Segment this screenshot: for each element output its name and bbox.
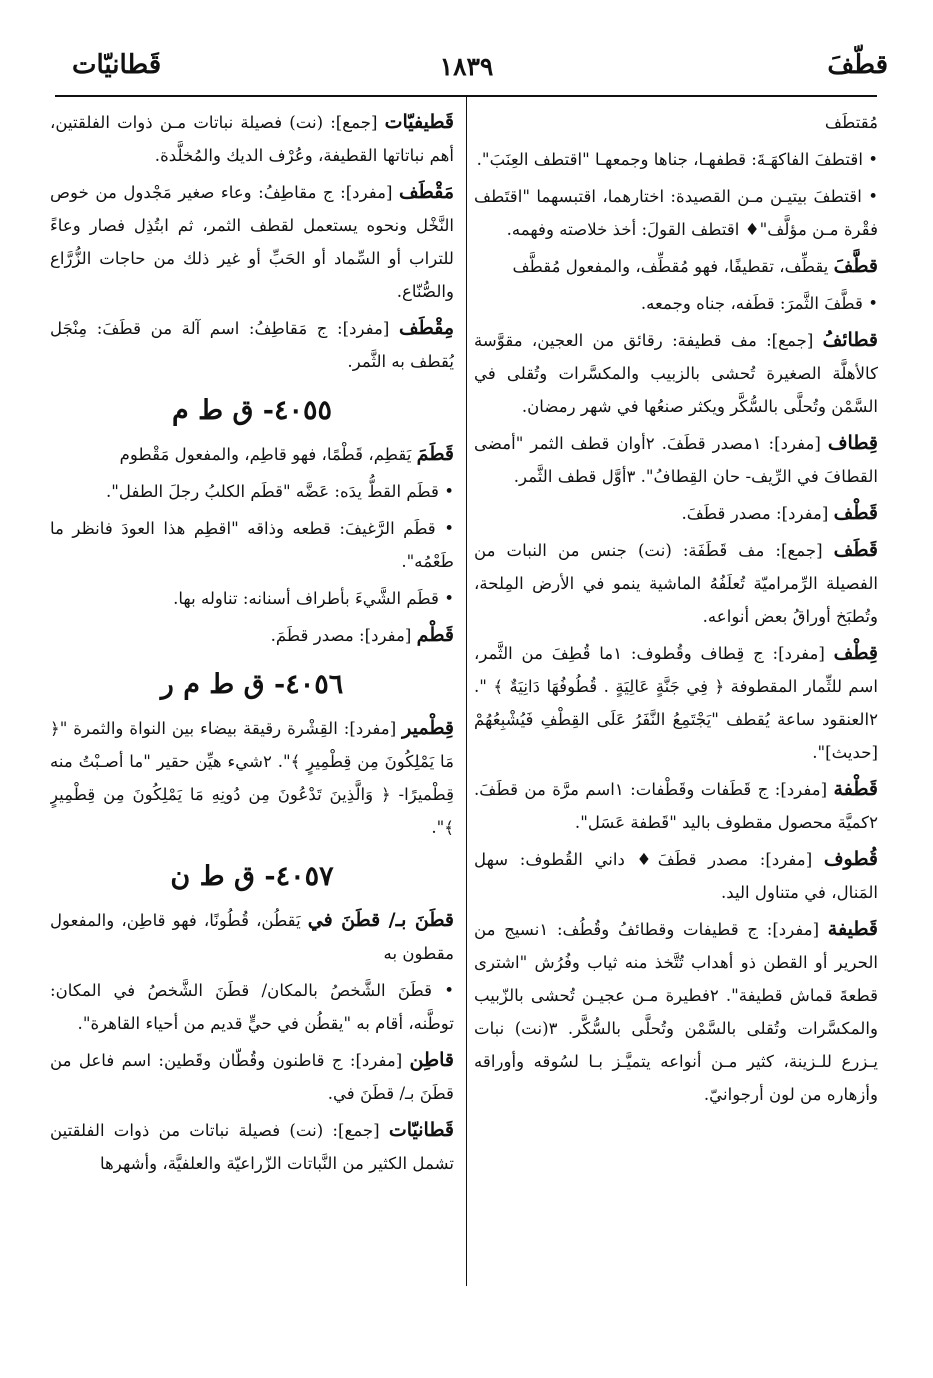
definition: [مفرد]: القِشْرة رقيقة بيضاء بين النواة والثمرة "﴿ مَا يَمْلِكُونَ مِن قِطْمِيرٍ ﴾". ٢شيء هيِّن حقير "ما أصـبْتُ منه قِطْميرًا- ﴿ وَالَّذِينَ تَدْعُونَ مِن دُونِهِ مَا يَمْلِكُونَ مِن قِطْمِيرٍ ﴾". — [50, 719, 454, 837]
left-column — [50, 106, 454, 1286]
headword: قطَّفَ — [833, 255, 878, 277]
right-column — [474, 106, 878, 1286]
headword: قاطِن — [409, 1049, 454, 1071]
root-section-heading: ٤٠٥٧- ق ط ن — [170, 861, 334, 892]
dictionary-entry — [50, 438, 454, 471]
headword: قَطَف — [833, 539, 878, 561]
dictionary-entry — [50, 904, 454, 970]
running-head-left: قَطانيّات — [72, 50, 162, 80]
usage-bullet: • قطَم الشَّيءَ بأطراف أسنانه: تناوله بها. — [173, 589, 454, 608]
dictionary-entry — [474, 913, 878, 1111]
page-number: ١٨٣٩ — [439, 52, 494, 81]
dictionary-entry — [474, 637, 878, 769]
headword: قَطيفة — [827, 918, 878, 940]
definition: [مفرد]: ج قَطَفات وقَطْفات: ١اسم مرَّة من قطَفَ. ٢كميَّة محصول مقطوف باليد "قَطفة عَسَل". — [474, 780, 878, 832]
usage-bullet: • قطَنَ الشَّخصُ بالمكان/ قطَنَ الشَّخصُ في المكان: توطَّنه، أقام به "يقطُن في حيٍّ قديم من أحياء القاهرة". — [50, 981, 454, 1033]
definition: [مفرد]: ج مقاطِفُ: وعاء صغير مَجْدول من خوص النَّخْل ونحوه يستعمل لقطف الثمر، ثم ابتُذِل فصار وعاءً للتراب أو السِّماد أو الحَبِّ أو غير ذلك من حاجات الزُّرَّاع والصُّنّاع. — [50, 183, 454, 301]
definition: يقطِّف، تقطيفًا، فهو مُقطِّف، والمفعول مُقطَّف — [512, 257, 834, 276]
definition: يَقطُن، قُطُونًا، فهو قاطِن، والمفعول مقطون به — [50, 911, 454, 963]
definition: [جمع]: مف قطيفة: رقائق من العجين، مقوَّسة كالأهلَّة الصغيرة تُحشى بالزبيب والمكسَّرات وتُقلى في السَّمْن وتُحلَّى بالسُّكَّر ويكثر صنعُها في شهر رمضان. — [474, 331, 878, 416]
dictionary-entry — [50, 712, 454, 844]
headword: قَطَمَ — [416, 443, 454, 465]
continuation-text: مُقتطَف — [824, 113, 878, 132]
headword: قِطْف — [833, 642, 878, 664]
root-section-heading: ٤٠٥٦- ق ط م ر — [160, 669, 344, 700]
usage-bullet: • قطَّفَ الثَّمرَ: قطَفه، جناه وجمعه. — [640, 294, 878, 313]
running-head-right: قطّفَ — [827, 50, 888, 80]
column-divider — [466, 96, 467, 1286]
headword: قِطْمير — [402, 717, 454, 739]
headword: قُطوف — [823, 848, 878, 870]
definition: [جمع]: (نت) فصيلة نباتات مـن ذوات الفلقتين، أهم نباتاتها القطيفة، وعُرْف الديك والمُخلَّدة. — [50, 113, 454, 165]
dictionary-entry — [474, 773, 878, 839]
definition: [مفرد]: مصدر قطَفَ. — [681, 504, 834, 523]
definition: [جمع]: (نت) فصيلة نباتات من ذوات الفلقتين تشمل الكثير من النَّباتات الزّراعيّة والعلفيَّة، وأشهرها — [50, 1121, 454, 1173]
definition: [جمع]: مف قَطَفَة: (نت) جنس من النبات من الفصيلة الرِّمراميّة تُعلَفُهُ الماشية ينمو في الأرض المِلحة، وتُطبَخ أوراقُ بعض أنواعه. — [474, 541, 878, 626]
definition: [مفرد]: مصدر قطَمَ. — [270, 626, 417, 645]
dictionary-entry — [474, 843, 878, 909]
definition: [مفرد]: ١مصدر قطَفَ. ٢أوان قطف الثمر "أمضى القطافَ في الرِّيف- حان القِطافُ". ٣أوَّل قطف الثَّمر. — [474, 434, 878, 486]
dictionary-entry — [50, 1044, 454, 1110]
headword: قطَنَ بـ/ قطَنَ في — [307, 909, 454, 931]
definition: [مفرد]: ج مَقاطِفُ: اسم آلة من قطَفَ: مِنْجَل يُقطف به الثَّمر. — [50, 319, 454, 371]
headword: قطائفُ — [822, 329, 878, 351]
headword: قَطْفة — [833, 778, 878, 800]
definition: [مفرد]: ج قاطنون وقُطّان وقَطين: اسم فاعل من قطَنَ بـ/ قطَنَ في. — [50, 1051, 454, 1103]
headword: قَطيفيّات — [384, 111, 454, 133]
usage-bullet: • قطَم الرَّغيفَ: قطعه وذاقه "اقطِم هذا العودَ فانظر ما طَعْمُه". — [50, 519, 454, 571]
dictionary-entry — [50, 1114, 454, 1180]
usage-bullet: • اقتطفَ الفاكهَـةَ: قطفهـا، جناها وجمعهـا "اقتطف العِنَبَ". — [476, 150, 878, 169]
dictionary-entry — [474, 324, 878, 423]
headword: قَطْم — [416, 624, 454, 646]
dictionary-entry — [474, 497, 878, 530]
dictionary-entry — [474, 427, 878, 493]
dictionary-entry — [50, 312, 454, 378]
usage-bullet: • قطَم القطُّ يدَه: عَضَّه "قطَم الكلبُ رجلَ الطفل". — [105, 482, 454, 501]
definition: [مفرد]: ج قطيفات وقطائفُ وقُطُف: ١نسيج من الحرير أو القطن ذو أهداب تُتَّخذ منه ثياب وفُرُش "اشترى قطعةَ قماش قطيفة". ٢فطيرة مـن عجيـن تُحشى بالزّبيب والمكسَّرات وتُقلى بالسَّمْن وتُحلَّى بالسُّكَّر. ٣(نت) نبات يـزرع للـزينة، كثير مـن أنواعه يتميَّـز بـا لسُوقه وأوراقه وأزهاره من لون أرجوانيّ. — [474, 920, 878, 1104]
dictionary-entry — [474, 250, 878, 283]
definition: [مفرد]: مصدر قطَفَ♦ داني القُطوف: سهل المَنال، في متناول اليد. — [474, 850, 878, 902]
headword: قِطاف — [827, 432, 878, 454]
headword: مَقْطَف — [398, 181, 454, 203]
headword: مِقْطَف — [398, 317, 454, 339]
definition: [مفرد]: ج قِطاف وقُطوف: ١ما قُطِفَ من الثَّمر، اسم للثِّمار المقطوفة ﴿ فِي جَنَّةٍ عَالِيَةٍ . قُطُوفُهَا دَانِيَةٌ ﴾ ". ٢العنقود ساعة يُقطف "يَجْتَمِعُ النَّفَرُ عَلَى القِطْفِ فَيُشْبِعُهُمْ [حديث]". — [474, 644, 878, 762]
dictionary-entry — [50, 106, 454, 172]
dictionary-entry — [474, 534, 878, 633]
usage-bullet: • اقتطفَ بيتيـن مـن القصيدة: اختارهما، اقتبسهما "اقتَطف فقْرة مـن مؤلَّف"♦ اقتطف القولَ: أخذ خلاصته وفهمه. — [474, 187, 878, 239]
headword: قَطْف — [833, 502, 878, 524]
dictionary-entry — [50, 176, 454, 308]
root-section-heading: ٤٠٥٥- ق ط م — [171, 395, 333, 426]
definition: يَقطِم، قَطْمًا، فهو قاطِم، والمفعول مَقْطوم — [119, 445, 417, 464]
headword: قَطانيّات — [388, 1119, 454, 1141]
dictionary-entry — [50, 619, 454, 652]
